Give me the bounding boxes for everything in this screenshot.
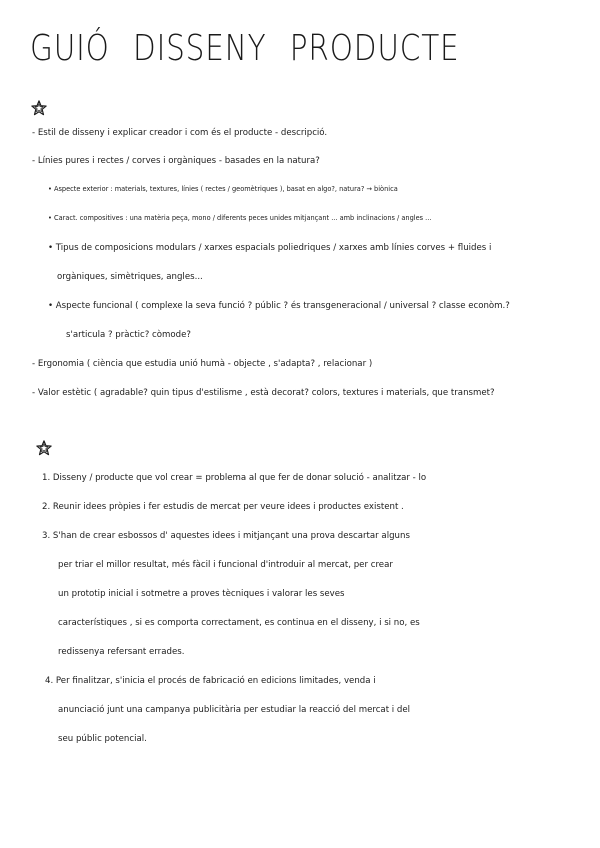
- star-icon: [35, 439, 53, 457]
- note-line: 2. Reunir idees pròpies i fer estudis de mercat per veure idees i productes existent .: [42, 502, 404, 512]
- note-line: anunciació junt una campanya publicitària per estudiar la reacció del mercat i del: [58, 705, 411, 715]
- note-line: • Aspecte funcional ( complexe la seva funció ? públic ? és transgeneracional / universal ? classe econòm.?: [48, 301, 510, 311]
- note-line: - Estil de disseny i explicar creador i com és el producte - descripció.: [32, 128, 328, 138]
- note-line: • Aspecte exterior : materials, textures, línies ( rectes / geomètriques ), basat en algo?, natura? → biònica: [48, 185, 398, 193]
- note-line: s'articula ? pràctic? còmode?: [66, 330, 191, 340]
- note-line: característiques , si es comporta correctament, es continua en el disseny, i si no, es: [58, 618, 420, 628]
- note-line: - Valor estètic ( agradable? quin tipus d'estilisme , està decorat? colors, textures i materials, que transmet?: [32, 388, 495, 398]
- note-line: - Línies pures i rectes / corves i orgàniques - basades en la natura?: [32, 156, 320, 166]
- note-line: un prototip inicial i sotmetre a proves tècniques i valorar les seves: [58, 589, 345, 599]
- note-line: per triar el millor resultat, més fàcil i funcional d'introduir al mercat, per crear: [58, 560, 393, 570]
- note-line: - Ergonomia ( ciència que estudia unió humà - objecte , s'adapta? , relacionar ): [32, 359, 373, 369]
- note-line: 1. Disseny / producte que vol crear = problema al que fer de donar solució - analitzar - lo: [42, 473, 427, 483]
- note-line: redissenya refersant errades.: [58, 647, 185, 657]
- note-line: seu públic potencial.: [58, 734, 147, 744]
- note-line: • Caract. compositives : una matèria peça, mono / diferents peces unides mitjançant ... amb inclinacions / angles ...: [48, 214, 432, 222]
- note-line: 4. Per finalitzar, s'inicia el procés de fabricació en edicions limitades, venda i: [45, 676, 376, 686]
- note-line: 3. S'han de crear esbossos d' aquestes idees i mitjançant una prova descartar alguns: [42, 531, 410, 541]
- note-line: orgàniques, simètriques, angles...: [57, 272, 203, 282]
- page-title: GUIÓ DISSENY PRODUCTE: [30, 28, 460, 69]
- star-icon: [30, 99, 48, 117]
- note-line: • Tipus de composicions modulars / xarxes espacials poliedriques / xarxes amb línies corves + fluides i: [48, 243, 492, 253]
